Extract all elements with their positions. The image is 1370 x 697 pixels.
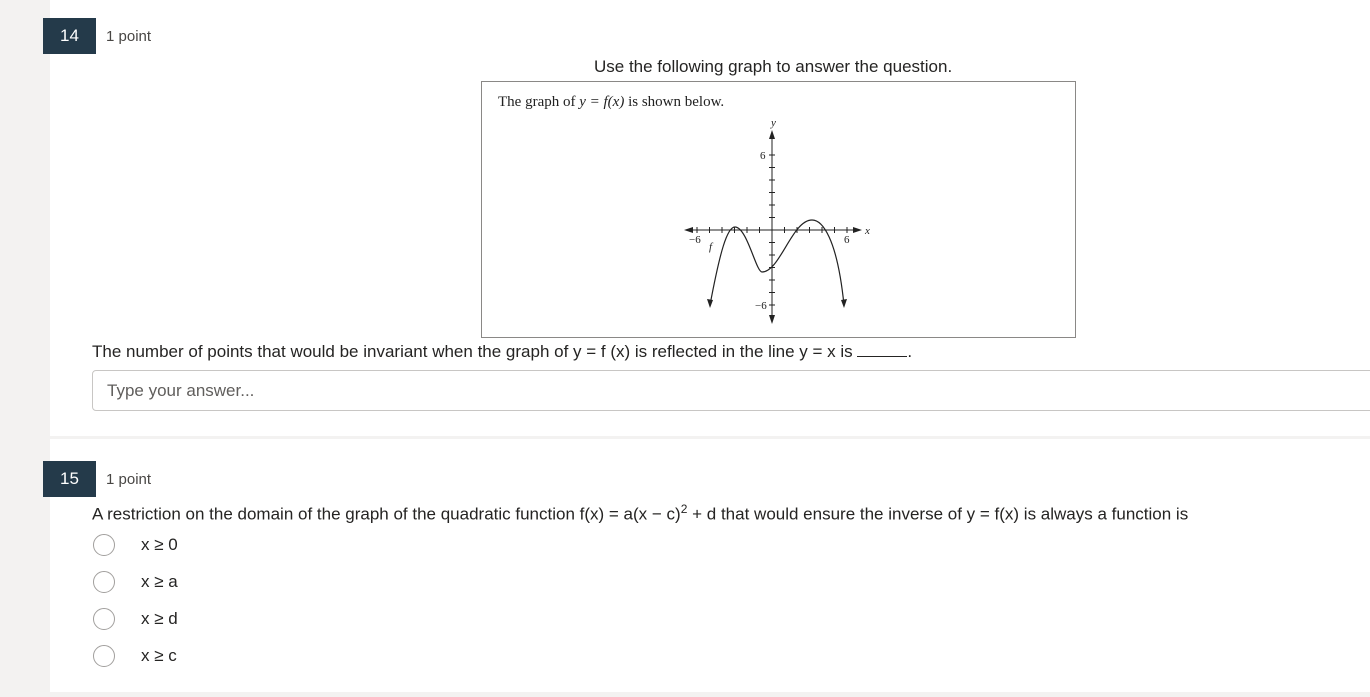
question-15-stem: [92, 502, 1188, 525]
curve-label: f: [709, 241, 713, 253]
curve-f: [710, 220, 844, 305]
option-label: x ≥ c: [141, 646, 177, 665]
caption-post: is shown below.: [628, 94, 725, 110]
figure-caption: [498, 94, 724, 111]
question-number-badge: 15: [43, 461, 96, 497]
answer-input[interactable]: [92, 370, 1370, 411]
question-15-text-post: + d that would ensure the inverse of y = f(x) is always a function is: [687, 504, 1189, 524]
graph-axes: [684, 130, 862, 324]
y-axis-label: y: [771, 117, 776, 129]
option-2[interactable]: [93, 570, 178, 594]
question-14-text: The number of points that would be invariant when the graph of y = f (x) is reflected in the line y = x is: [92, 342, 853, 361]
option-1[interactable]: [93, 533, 178, 557]
option-4[interactable]: [93, 644, 177, 668]
radio-button[interactable]: [93, 645, 115, 667]
radio-button[interactable]: [93, 571, 115, 593]
x-axis-arrow: [853, 227, 862, 233]
option-3[interactable]: [93, 607, 178, 631]
question-15-card: [50, 439, 1370, 692]
x-axis-label: x: [865, 225, 870, 237]
y-axis-arrow: [769, 130, 775, 139]
option-label: x ≥ d: [141, 609, 178, 628]
y-axis-arrow-down: [769, 315, 775, 324]
question-14-stem: [92, 342, 912, 362]
question-15-text-pre: A restriction on the domain of the graph of the quadratic function f(x) = a(x − c): [92, 504, 681, 524]
curve-right-arrow: [841, 299, 847, 308]
curve-left-arrow: [707, 299, 713, 308]
function-graph: [662, 112, 892, 342]
stem-period: .: [907, 342, 913, 361]
option-label: x ≥ a: [141, 572, 178, 591]
question-points: 1 point: [106, 28, 152, 45]
question-points: 1 point: [106, 471, 152, 488]
graph-figure: [481, 81, 1076, 338]
tick-label-x-max: 6: [844, 234, 850, 246]
radio-button[interactable]: [93, 534, 115, 556]
tick-label-y-min: −6: [755, 300, 767, 312]
tick-label-y-max: 6: [760, 150, 766, 162]
question-number-badge: 14: [43, 18, 96, 54]
answer-blank: [857, 344, 907, 357]
exponent: 2: [680, 502, 688, 516]
tick-label-x-min: −6: [689, 234, 701, 246]
question-intro: Use the following graph to answer the question.: [594, 57, 953, 76]
caption-math: y = f(x): [579, 94, 625, 110]
caption-pre: The graph of: [498, 94, 576, 110]
x-axis-arrow-left: [684, 227, 693, 233]
option-label: x ≥ 0: [141, 535, 178, 554]
radio-button[interactable]: [93, 608, 115, 630]
